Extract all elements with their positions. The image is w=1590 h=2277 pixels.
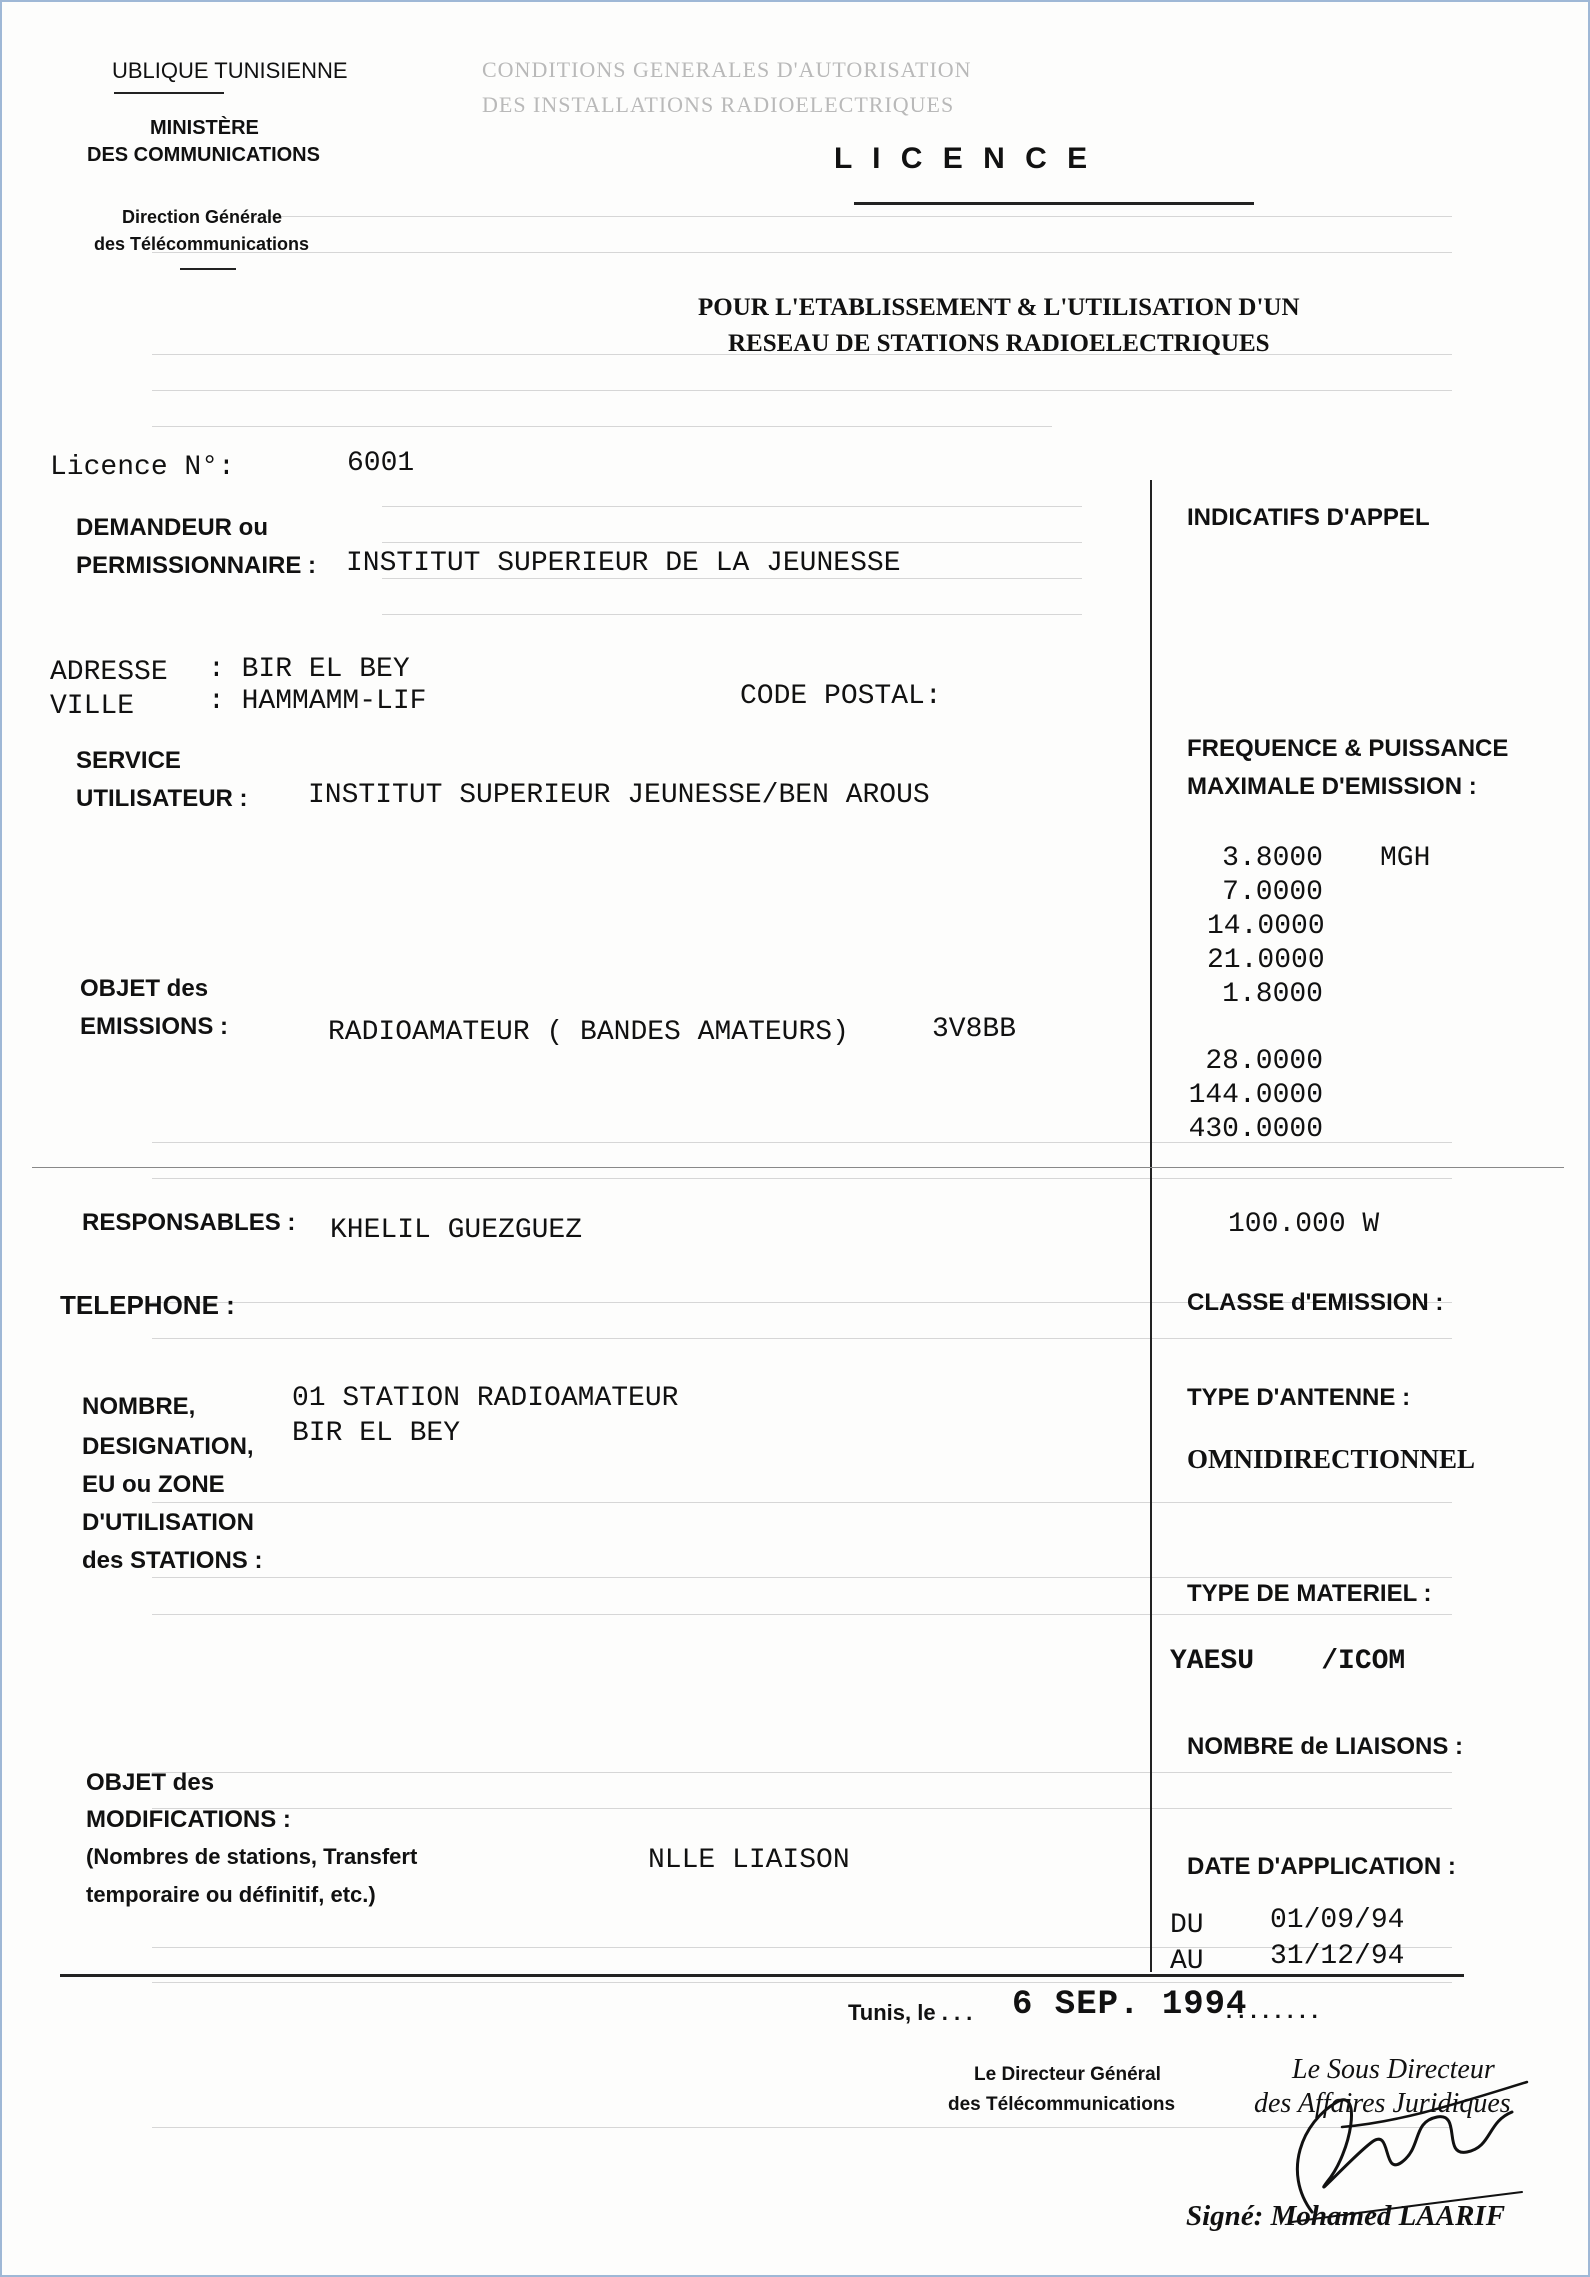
callsign-value: 3V8BB: [932, 1014, 1017, 1045]
applicant-value: INSTITUT SUPERIEUR DE LA JEUNESSE: [346, 548, 901, 579]
title-underline: [854, 202, 1254, 205]
power-value: 100.000 W: [1228, 1209, 1380, 1240]
frequency-value: 14.0000: [1207, 911, 1325, 942]
direction-rule: [180, 268, 236, 270]
to-value: 31/12/94: [1270, 1941, 1405, 1972]
sub-director-line-2: des Affaires Juridiques: [1254, 2088, 1511, 2119]
signed-by: Signé: Mohamed LAARIF: [1186, 2200, 1506, 2232]
modifications-value: NLLE LIAISON: [648, 1845, 850, 1876]
director-line-1: Le Directeur Général: [974, 2064, 1161, 2085]
date-stamp: 6 SEP. 1994: [1012, 1986, 1248, 2024]
column-divider: [1150, 480, 1152, 1972]
callsigns-label: INDICATIFS D'APPEL: [1187, 504, 1430, 531]
subtitle-line-1: POUR L'ETABLISSEMENT & L'UTILISATION D'UN: [698, 294, 1300, 321]
stations-value-1: 01 STATION RADIOAMATEUR: [292, 1383, 679, 1414]
stations-label-2: DESIGNATION,: [82, 1433, 254, 1460]
frequency-list-a: [1207, 842, 1323, 1012]
republic-header: UBLIQUE TUNISIENNE: [112, 58, 348, 83]
service-value: INSTITUT SUPERIEUR JEUNESSE/BEN AROUS: [308, 780, 930, 811]
postal-code-label: CODE POSTAL:: [740, 681, 942, 712]
bleed-title-2: DES INSTALLATIONS RADIOELECTRIQUES: [482, 92, 955, 117]
stations-label-3: EU ou ZONE: [82, 1471, 225, 1498]
emissions-label-2: EMISSIONS :: [80, 1013, 229, 1040]
service-label-1: SERVICE: [76, 747, 181, 774]
footer-rule: [60, 1974, 1464, 1977]
address-value: : BIR EL BEY: [208, 654, 410, 685]
direction-line-1: Direction Générale: [122, 207, 283, 227]
date-dots: . . . . . . . .: [1226, 1998, 1318, 2023]
sub-director-line-1: Le Sous Directeur: [1292, 2054, 1495, 2085]
ministry-line-2: DES COMMUNICATIONS: [87, 144, 320, 166]
licence-label: Licence N°:: [50, 452, 235, 483]
section-rule: [32, 1167, 1564, 1168]
city-label: VILLE: [50, 691, 135, 722]
direction-line-2: des Télécommunications: [94, 234, 310, 254]
frequency-value: 430.0000: [1188, 1114, 1323, 1145]
application-date-label: DATE D'APPLICATION :: [1187, 1853, 1456, 1880]
frequency-value: 144.0000: [1188, 1080, 1323, 1111]
place-label: Tunis, le . . .: [848, 2000, 973, 2025]
emissions-value: RADIOAMATEUR ( BANDES AMATEURS): [328, 1017, 849, 1048]
modifications-label-3: (Nombres de stations, Transfert: [86, 1844, 418, 1869]
from-label: DU: [1170, 1910, 1204, 1941]
responsables-value: KHELIL GUEZGUEZ: [330, 1215, 583, 1246]
material-label: TYPE DE MATERIEL :: [1187, 1580, 1432, 1607]
links-label: NOMBRE de LIAISONS :: [1187, 1733, 1464, 1760]
responsables-label: RESPONSABLES :: [82, 1209, 296, 1236]
director-line-2: des Télécommunications: [948, 2094, 1176, 2115]
telephone-label: TELEPHONE :: [60, 1290, 235, 1320]
stations-value-2: BIR EL BEY: [292, 1418, 461, 1449]
from-value: 01/09/94: [1270, 1905, 1405, 1936]
antenna-value: OMNIDIRECTIONNEL: [1187, 1444, 1476, 1474]
applicant-label-1: DEMANDEUR ou: [76, 514, 268, 541]
frequency-value: 21.0000: [1207, 945, 1325, 976]
modifications-label-2: MODIFICATIONS :: [86, 1806, 291, 1833]
frequency-list-b: [1167, 1045, 1323, 1147]
service-label-2: UTILISATEUR :: [76, 785, 248, 812]
emissions-label-1: OBJET des: [80, 975, 209, 1002]
address-label: ADRESSE: [50, 657, 168, 688]
frequency-value: 3.8000: [1222, 843, 1323, 874]
ministry-line-1: MINISTÈRE: [150, 117, 259, 139]
frequency-value: 7.0000: [1222, 877, 1323, 908]
city-value: : HAMMAMM-LIF: [208, 686, 427, 717]
stations-label-1: NOMBRE,: [82, 1393, 196, 1420]
frequency-value: 1.8000: [1222, 979, 1323, 1010]
header-rule: [114, 92, 224, 94]
modifications-label-1: OBJET des: [86, 1769, 215, 1796]
bleed-title-1: CONDITIONS GENERALES D'AUTORISATION: [482, 57, 972, 82]
stations-label-5: des STATIONS :: [82, 1547, 263, 1574]
modifications-label-4: temporaire ou définitif, etc.): [86, 1882, 376, 1907]
subtitle-line-2: RESEAU DE STATIONS RADIOELECTRIQUES: [728, 330, 1270, 357]
emission-class-label: CLASSE d'EMISSION :: [1187, 1289, 1444, 1316]
applicant-label-2: PERMISSIONNAIRE :: [76, 552, 317, 579]
to-label: AU: [1170, 1946, 1204, 1977]
frequency-label-2: MAXIMALE D'EMISSION :: [1187, 773, 1477, 800]
antenna-label: TYPE D'ANTENNE :: [1187, 1384, 1411, 1411]
frequency-unit: MGH: [1380, 843, 1431, 874]
licence-number: 6001: [347, 448, 415, 479]
stations-label-4: D'UTILISATION: [82, 1509, 254, 1536]
frequency-value: 28.0000: [1205, 1046, 1323, 1077]
frequency-label-1: FREQUENCE & PUISSANCE: [1187, 735, 1509, 762]
page-title: L I C E N C E: [834, 142, 1094, 175]
material-value: YAESU /ICOM: [1170, 1646, 1406, 1677]
